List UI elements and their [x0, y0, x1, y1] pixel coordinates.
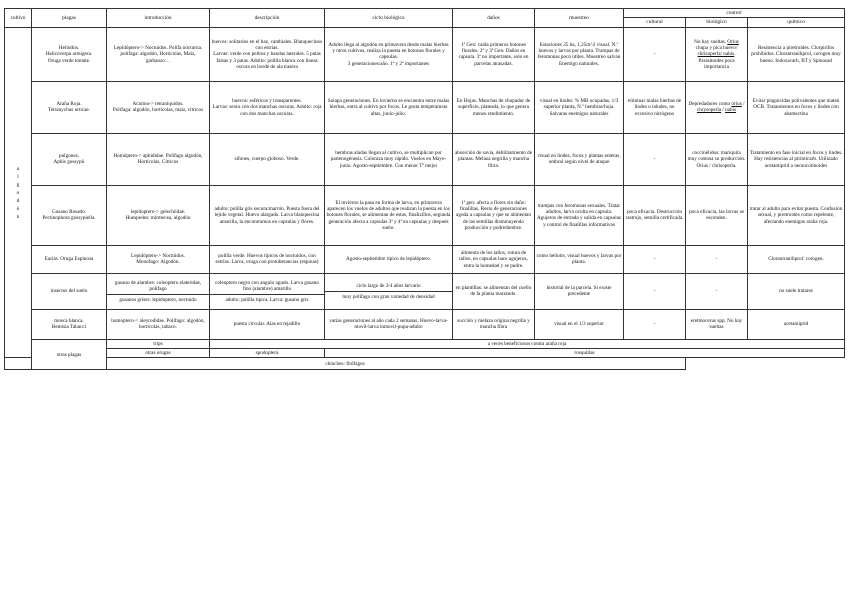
desc-cell [210, 273, 325, 309]
header-control: control [624, 9, 845, 18]
orugas-note: rosquillas [325, 349, 845, 358]
header-biologico: biológico [686, 18, 748, 27]
desc-cell: huevos: solitarios en el haz, cambiales. Blanquecinos con estrías. Larvas: verde con pelitos y bandas laterales. 5 patas falsas y 3 patas. Adulto: polilla blanca con líneas oscura en borde de ala trasera [210, 27, 325, 81]
ciclo-cell: Solapa generaciones. En invierno se encuentra entre malas hierbas, entra al cultivo por focos. Le gusta temperaturas altas, junio-julio. [325, 81, 453, 133]
muestreo-cell: historial de la parcela. Si existe precedente [535, 273, 624, 309]
ciclo-cell [325, 273, 453, 309]
desc-cell: puesta circular. Alas en tejadillo [210, 309, 325, 339]
cultural-cell: eliminar malas hierbas de lindes o taludes, no excesivo nitrógeno [624, 81, 686, 133]
pest-name: Heliothis. Helicoverpa armigera. Oruga verde tomate. [32, 27, 107, 81]
header-row [5, 9, 845, 18]
crop-letter: l [17, 173, 19, 180]
bio-text: chupa y pica huevo/ [695, 45, 738, 52]
quimico-cell: tratar al adulto para evitar puesta. Confusión sexual, y piretroides como repelente, afectando enemigos araña roja. [748, 185, 845, 245]
table-row-heliothis [5, 27, 845, 81]
danos-cell: alimenta de los tallos, rotura de tallos, en capsulas hace agujeros, entra la humedad y se pudre. [453, 245, 535, 273]
bio-underlined: chrisoperla/ nabis [697, 51, 735, 58]
header-plagas: plagas [32, 9, 107, 28]
bio-underlined: Orius [727, 38, 739, 45]
muestreo-cell: visual en lindes, focos y plantas enteras, umbral según nivel de ataque [535, 133, 624, 185]
desc-cell: polilla verde. Huevos típicos de noctuidos, con estrías. Larva, oruga con protuberancias (espinas) [210, 245, 325, 273]
ciclo-grises: muy polífago con gran variedad de densidad [325, 291, 452, 300]
header-danos: daños [453, 9, 535, 28]
ciclo-cell: Adulto llega al algodón en primavera desde malas hierbas y otros cultivos, realiza la puesta en botones florales y capsulas. 3 generaciones/año. 1ª y 2ª importantes [325, 27, 453, 81]
ciclo-cell: varias generaciones al año cada 2 semanas. Huevo-larva-movil-larva inmovil-pupa-adulto [325, 309, 453, 339]
pest-name: Araña Roja. Tetranychus urticae. [32, 81, 107, 133]
muestreo-cell: como heliotis, visual huevos y larvas por planta. [535, 245, 624, 273]
table-row-gusano-rosado [5, 185, 845, 245]
table-row-otras-orugas [5, 349, 845, 358]
pest-name: pulgones. Aphis gossypii [32, 133, 107, 185]
crop-letter: o [16, 189, 20, 196]
trips-name: trips [107, 339, 210, 348]
header-introduccion: introducción [107, 9, 210, 28]
bio-underlined: chrysoperla [696, 107, 722, 114]
biologico-cell: - [686, 273, 748, 309]
desc-cell: huevos: esféricos y transparentes. Larvas: sexto con dos manchas oscuras. Adulto: roja con dos manchas oscuras. [210, 81, 325, 133]
biologico-cell: - [686, 245, 748, 273]
header-cultural: cultural [624, 18, 686, 27]
quimico-cell: Clorantraniliprol: corogen. [748, 245, 845, 273]
intro-cell: homoptero-> aleyrodidae. Polífago: algodón, hortícolas, tabaco. [107, 309, 210, 339]
cultural-cell: - [624, 245, 686, 273]
pest-name: otras plagas [32, 339, 107, 369]
pest-table [4, 8, 845, 370]
cultural-cell: - [624, 273, 686, 309]
biologico-cell: eretmocerus spp. No hay sueltas [686, 309, 748, 339]
ciclo-cell: hembras aladas llegan al cultivo, se multiplican por partenogénesis. Coloniza muy rápido. Vuelos en Mayo-junio. Agosto-septiembre. Con menor Tª mejor [325, 133, 453, 185]
muestreo-cell: trampas con feromonas sexuales. Tratar adultos, larva oculta en capsula. Agujeros de entrada y salida en capsulas y control de finalillas informativas [535, 185, 624, 245]
trips-note: a veces beneficiosos contra araña roja [210, 339, 845, 348]
biologico-cell [686, 27, 748, 81]
ciclo-cell: El invierno la pasa en forma de larva, en primavera aparecen los vuelos de adultos que realizan la puesta en los botones florales, se alimentan de estas, finalizillos, segunda generación afecta a capsulas 3ª y 4ª en capsulas y después suelo. [325, 185, 453, 245]
table-row-pulgones [5, 133, 845, 185]
crop-letter: ó [16, 205, 20, 212]
orugas-desc: spodoptera [210, 349, 325, 358]
desc-grises: adulto: polilla típica. Larva: gusano gris [210, 294, 324, 303]
danos-cell: en plantillas: se alimentan del cuello de la planta marrando. [453, 273, 535, 309]
danos-cell: 1ª Gen: caída primeros botones florales. 2ª y 3ª Gen: Daños en capsula. 3ª no importante, solo en parcelas atrasadas. [453, 27, 535, 81]
desc-alambre: coleoptero negro con angulo agudo. Larva gusano fino (alambre) amarillo [215, 279, 319, 292]
quimico-cell: acetamiprid [748, 309, 845, 339]
header-descripcion: descripción [210, 9, 325, 28]
crop-letter: n [16, 213, 20, 220]
table-row-otras-trips [5, 339, 845, 348]
bio-text: No hay sueltas. [694, 38, 728, 45]
biologico-cell: coccinélidos: mariquita muy costosa su producción. Orius / chrisoperla. [686, 133, 748, 185]
crop-letter: a [16, 165, 20, 172]
intro-cell: Lepidóptero-> Noctuidos. Monofago: Algodón. [107, 245, 210, 273]
crop-cell [5, 27, 32, 357]
cultural-cell: - [624, 309, 686, 339]
bio-text: / [721, 107, 726, 114]
danos-cell: absorción de savia, debilitamiento de plantas. Melaza negrilla y mancha fibra. [453, 133, 535, 185]
header-quimico: químico [748, 18, 845, 27]
intro-cell [107, 273, 210, 309]
bio-underlined: nabis [725, 107, 737, 114]
desc-cell: adulto: polilla gris oscura/marrón. Puesta fuera del tejido vegetal. Huevo alargado. Larva blanquecina amarilla, la encontramos en capsulas y flores. [210, 185, 325, 245]
header-muestreo: muestreo [535, 9, 624, 28]
pest-name: Earias. Oruga Espinosa [32, 245, 107, 273]
cultural-cell: - [624, 27, 686, 81]
table-row-earias [5, 245, 845, 273]
muestreo-cell: visual en lindes: % MB ocupadas. 1/3 superior planta, N.º hembras/hoja. Salvaras enemigos naturales [535, 81, 624, 133]
danos-cell: succión y melaza origina negrilla y mancha fibra [453, 309, 535, 339]
intro-cell: lepidoptero-> gelechiidae. Huespedes: mirmecea, algodón [107, 185, 210, 245]
cultural-cell: - [624, 133, 686, 185]
ciclo-cell: Agosto-septiembre típico de lepidóptero. [325, 245, 453, 273]
table-row-arana-roja [5, 81, 845, 133]
table-row-mosca-blanca [5, 309, 845, 339]
biologico-cell: poca eficacia, las larvas se esconden. [686, 185, 748, 245]
quimico-cell: Evitar plaguicidas polivalentes que maten OCB. Tratamientos en focos y lindes con abamectina [748, 81, 845, 133]
intro-alambre: gusano de alambre: coleoptero elateridae, polífago [114, 279, 202, 292]
crop-letter: d [16, 197, 20, 204]
danos-cell: En Hojas. Manchas de chupadur de superficie, plateada, lo que genera menos rendimiento. [453, 81, 535, 133]
quimico-cell: no suele tratarse [748, 273, 845, 309]
quimico-cell: Tratamiento en fase inicial en focos y lindes. Hay resistencias al pirimicarb. Utilizado acetamiprid u neonicotinoides [748, 133, 845, 185]
pest-name: insectos del suelo [32, 273, 107, 309]
pest-name: mosca blanca. Bemisia Tabacci [32, 309, 107, 339]
table-row-otras-chinches [5, 358, 845, 370]
intro-grises: gusanos grises: lepidoptero, noctuido [107, 294, 209, 303]
ciclo-alambre: ciclo largo de 3/4 años larvario [356, 282, 421, 289]
muestreo-cell: visual en el 1/3 superior [535, 309, 624, 339]
bio-text: . Parasitoides poca importancia [698, 51, 736, 70]
intro-cell: Homóptero-> aphididae. Polífago algodón, Hortícolas, Cítricos [107, 133, 210, 185]
bio-text: Depredadores como [688, 101, 732, 108]
pest-name: Gusano Rosado. Pectinophora gossypiella. [32, 185, 107, 245]
muestreo-cell: Estaciones 25 ha, 1,25m^2 visual. N.º huevos y larvas por planta. Trampas de feromonas poco útiles. Muestreo salvan Enemigo naturales. [535, 27, 624, 81]
header-ciclo: ciclo biológico [325, 9, 453, 28]
crop-letter: g [16, 181, 20, 188]
quimico-cell: Resistencia a piretroides. Clorpirifos prohibidos. Clorantraniliprol, corogen muy bueno. Indoxacarb, BT y Spinosad [748, 27, 845, 81]
header-cultivo: cultivo [5, 9, 32, 28]
biologico-cell [686, 81, 748, 133]
bio-text: / [741, 101, 745, 108]
table-row-insectos-suelo [5, 273, 845, 309]
chinches-note: chinches: fitófagos [5, 358, 686, 370]
intro-cell: Lepidóptero-> Noctuidos. Polífa nocturna. polífaga: algodón, Hortícolas, Maíz, garbanzo… [107, 27, 210, 81]
desc-cell: sifones, cuerpo globoso. Verde. [210, 133, 325, 185]
danos-cell: 1ª gen: afecta a flores sin daño: finalillas. Resto de generaciones agoda a capsulas y que se alimentan de las semillas disminuyendo producción y podredumbre. [453, 185, 535, 245]
intro-cell: Acarino-> tetraniquidos. Polífaga: algodón, hortícolas, maíz, cítricos [107, 81, 210, 133]
bio-underlined: orius [731, 101, 742, 108]
cultural-cell: poca eficacia. Destrucción rastrojo, semilla certificada. [624, 185, 686, 245]
orugas-name: otras orugas [107, 349, 210, 358]
